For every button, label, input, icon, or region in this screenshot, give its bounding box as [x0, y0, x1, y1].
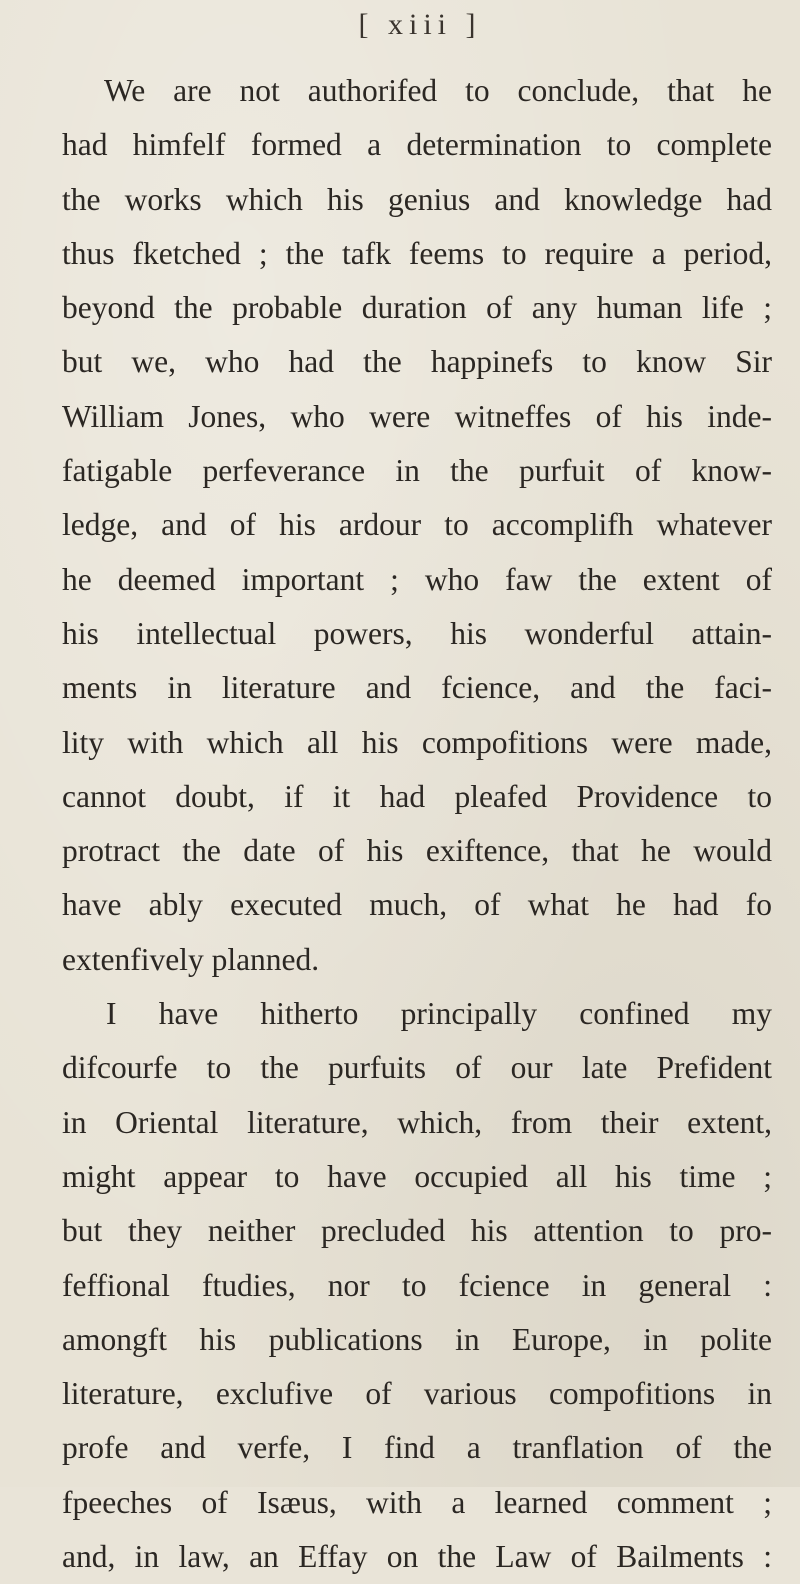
text-line: his intellectual powers, his wonderful attain- — [62, 615, 772, 651]
text-line: thus fketched ; the tafk feems to require a period, — [62, 235, 772, 271]
text-line: the works which his genius and knowledge had — [62, 181, 772, 217]
text-line: ledge, and of his ardour to accomplifh whatever — [62, 507, 772, 543]
text-line: feffional ftudies, nor to fcience in general : — [62, 1267, 772, 1303]
text-line: amongft his publications in Europe, in polite — [62, 1321, 772, 1357]
text-line: beyond the probable duration of any human life ; — [62, 290, 772, 326]
text-line: We are not authorifed to conclude, that he — [104, 73, 772, 108]
text-line: profe and verfe, I find a tranflation of the — [62, 1430, 772, 1466]
text-line: but we, who had the happinefs to know Sir — [62, 344, 772, 380]
text-line: lity with which all his compofitions were made, — [62, 724, 772, 760]
page-number: [ xiii ] — [358, 8, 482, 41]
text-line: extenfively planned. — [62, 941, 320, 977]
text-line: cannot doubt, if it had pleafed Providence to — [62, 778, 772, 814]
text-line: have ably executed much, of what he had fo — [62, 887, 772, 923]
text-line: literature, exclufive of various compofitions in — [62, 1376, 772, 1412]
text-line: might appear to have occupied all his time ; — [62, 1158, 772, 1194]
text-line: and, in law, an Effay on the Law of Bailments : — [62, 1539, 772, 1575]
text-line: ments in literature and fcience, and the faci- — [62, 670, 772, 706]
text-line: in Oriental literature, which, from their extent, — [62, 1104, 772, 1140]
text-line: but they neither precluded his attention to pro- — [62, 1213, 772, 1249]
text-line: he deemed important ; who faw the extent of — [62, 561, 772, 597]
text-line: protract the date of his exiftence, that he would — [62, 833, 772, 869]
text-line: William Jones, who were witneffes of his inde- — [62, 398, 772, 434]
body-text — [62, 64, 772, 1584]
text-line: fpeeches of Isæus, with a learned comment ; — [62, 1484, 772, 1520]
text-line: difcourfe to the purfuits of our late Prefident — [62, 1050, 772, 1086]
text-line: I have hitherto principally confined my — [106, 996, 772, 1032]
text-line: fatigable perfeverance in the purfuit of know- — [62, 453, 772, 489]
text-line: had himfelf formed a determination to complete — [62, 127, 772, 163]
